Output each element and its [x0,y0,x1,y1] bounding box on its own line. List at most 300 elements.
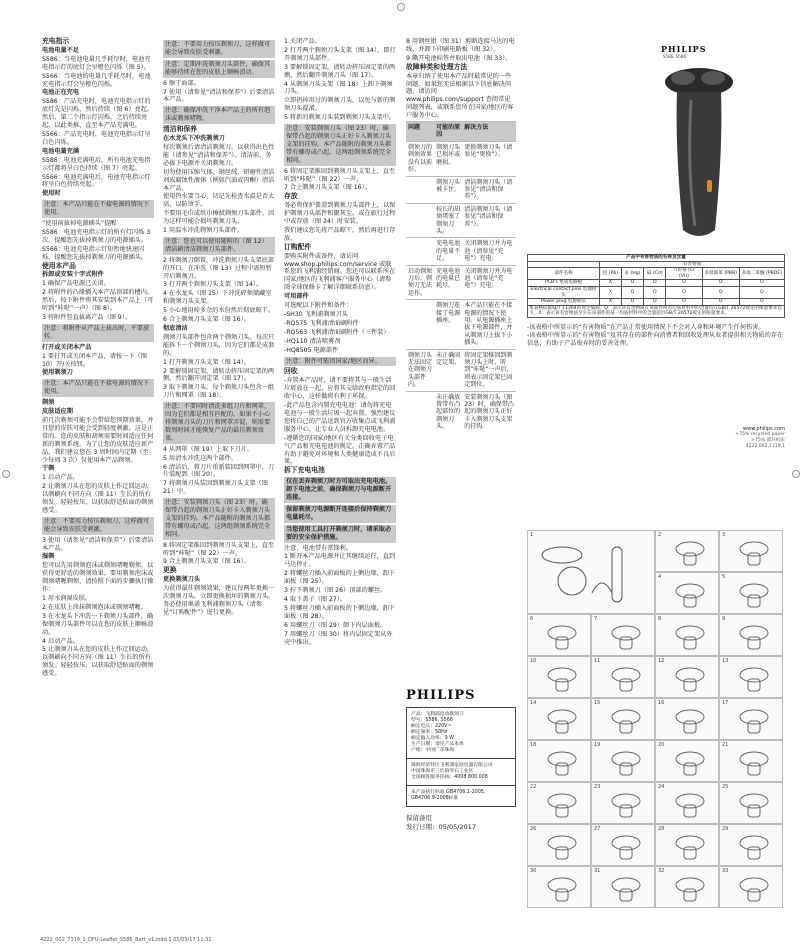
philips-logo: PHILIPS [661,44,707,54]
heading-parts: 可用部件 [284,293,309,301]
part-2: -RQ575 飞利浦清面刷附件 [284,319,359,327]
illustration-icon [670,705,710,735]
illustration-icon [734,789,774,819]
registration-mark-top [397,3,405,11]
cell: O [621,280,644,287]
text-replace: 为获得最佳剃须效果，建议每两年更换一次剃须刀头。立即更换损坏的剃须刀头。务必使用奥诺飞利浦剃须刀头（请参见“订购配件”）进行更换。 [163,585,275,616]
figure-number: 1 [530,532,534,538]
figure-17 [719,698,783,740]
text-tap-warn: 切勿使用压缩气体、钢丝绒、研磨性清洁剂或腐蚀性液体（例如汽油或丙酮）清洁本产品。 [163,168,275,192]
recycled-en: >75% recycled paper [735,432,785,437]
figure-13 [719,656,783,698]
figure-30 [527,866,591,908]
cell-header: 铅 (Pb) [600,268,622,280]
text-store: 务必将保护盖滑到剃须刀头部件上，以保护剃须刀头部件和聚灰尘。或在旅行过程中或存放（图 24）时安装。 [284,202,396,226]
illustration-icon [734,537,774,567]
part-3: -RQ563 飞利浦清面刷附件（三件装） [284,328,390,336]
figure-grid [527,530,785,942]
step-wet-4: 4 启动产品。 [42,637,79,645]
label-line: 额定频率：50Hz [411,730,448,735]
std-line: 本产品执行标准 GB4706.1-2005, [411,790,486,795]
figure-15 [591,698,655,740]
step-dry-3: 3 使用（请参见“清洁和保养”）后要清洁本产品。 [42,536,154,552]
figure-20 [655,740,719,782]
cell-header: 多溴联苯 (PBB) [702,268,739,280]
heading-skin: 皮肤适应期 [42,408,73,416]
cell-solution: 清洁剃须刀头（请参见“清洁和保养”）。 [462,176,516,203]
step-th-3: 3 取下剃须刀头，每个剃须刀头包含一组刀片和网罩（图 18）。 [163,384,275,400]
manufacturer-box [406,759,516,786]
warning-2: 保留剃须刀电源断开连接后保持剃须刀电量耗尽。 [284,505,396,523]
step-wet-5: 5 让剃须刀头在您的皮肤上作迂回运动，以剃刷向不同方向（图 11）生长的所有须发。轻轻按压，以获取舒适贴面的剃须感受。 [42,646,154,678]
standard-box [406,786,516,807]
illustration-icon [670,537,710,567]
table-row [528,305,785,317]
heading-replace: 更换 [163,566,177,575]
illustration-icon [734,747,774,777]
warning-1: 仅在丢弃剃须刀时方可取出充电电池。卸下电池之前，确保剃须刀与电源断开连接。 [284,477,396,503]
illustration-icon [606,747,646,777]
figure-number: 2 [658,532,662,538]
illustration-icon [606,663,646,693]
figure-number: 28 [658,826,665,832]
text-remind-s586: S586：电池充电指示灯的所有灯闪烁 3 次，提醒您先拔掉剃须刀的电源插头。 [42,228,151,244]
step-r1: 1 关闭产品。 [284,38,321,45]
cell-header: 部件名称 [528,268,600,280]
heading-onoff: 打开或关闭本产品 [42,343,92,351]
step-tap-6: 6 合上剃须刀头支架（图 16）。 [163,316,250,324]
illustration-icon [670,789,710,819]
cell-cause: 较长的胡须堵塞了剃须刀头。 [434,203,462,238]
cell: O [644,299,666,306]
figure-number: 8 [658,616,662,622]
figure-11 [591,656,655,698]
cell: X [600,280,622,287]
illustration-icon [542,747,582,777]
figure-number: 13 [722,658,729,664]
warning-3: 当您使用工具打开剃须刀时，请采取必要的安全保护措施。 [284,525,396,543]
note-d: 注意：您也可以使用随附的（图 12）清洁刷清洁剃须刀头部件。 [163,237,275,255]
cell: O [666,280,702,287]
figure-19 [591,740,655,782]
illustration-icon [606,831,646,861]
figure-25 [719,782,783,824]
heading-use: 使用本产品 [42,261,76,270]
cell-cause: 剃须刀连接了电源插座。 [434,300,462,349]
step-9: 9 撕开电池标签并取出电池（图 33）。 [406,54,512,62]
cell-solution: 将固定架推回到剃须刀头上时，听到“咔哒”一声后，则表示固定架已固定到位。 [462,349,516,391]
step-rm-5: 5 将螺丝刀插入前面板的下侧边缘，卸下面板（图 28）。 [284,604,396,620]
figure-number: 17 [722,700,729,706]
step-th-6: 6 清洁后，将刀片重新装回到网罩中，刀片装配到（图 20）。 [163,463,275,479]
heading-remove-battery: 拆下充电电池 [284,466,325,475]
illustration-icon [606,789,646,819]
heading-unplug: 使用时 [42,190,61,198]
note-unplug: 注意：本产品只能在不接电源的情况下使用。 [42,200,154,218]
step-dry-1: 1 启动产品。 [42,474,79,482]
text-remind-s566: S566：电池充电指示灯短暂地快速闪烁，提醒您先拔掉剃须刀的电源插头。 [42,245,148,261]
figure-number: 19 [594,742,601,748]
text-thorough: 剃须刀头部件包含两个剃须刀头。每次只能拆下一个剃须刀头，因为它们都是成套的。 [163,333,275,357]
heading-low-battery: 电池电量不足 [42,46,80,54]
illustration-icon [670,663,710,693]
illustration-icon [542,873,582,903]
illustration-icon [734,621,774,651]
figure-4 [655,572,719,614]
label-line: 额定电压：220V~ [411,724,452,729]
text-tap-towel: 不要用毛巾或纸巾擦拭剃须刀头部件，因为这样可能会损坏剃须刀头。 [163,210,275,226]
heading-tap: 在水龙头下冲洗剃须刀 [163,135,225,143]
note-g: 注意：安装剃须刀头（图 23）时，确保带凸起的剃须刀头正好卡入剃须刀头支架的挂钩。本产品随附的剃须刀头都带有螺母或凸起。这两组剃须系统完全相同。 [284,124,396,166]
heading-charge-indication: 充电指示 [42,37,70,45]
step-wet-3: 3 在水龙头下冲洗一下剃须刀头部件，确保剃须刀头部件可以在您的皮肤上顺畅滑动。 [42,612,154,636]
text-skin: 前几次剃须可能不会带给您预期效果，并且您的皮肤可能会受到轻度刺激。这是正常的。您的皮肤和胡须需要时间适应任何新的剃须系统。为了让您的皮肤适应新产品，我们建议您在 3 周时间内定期（至少每周 3 次）仅使用本产品剃须。 [42,416,154,464]
text-low-s586: S586：当电池电量几乎耗尽时，电池充电指示灯的底灯会呈橙色闪烁（图 5）。 [42,55,151,71]
step-lock-1: 1 确保产品电源已关闭。 [42,280,110,288]
text-charging-s586: S586：产品充电时，电池充电指示灯的底灯先是闪烁，然后持续（图 6）亮起。然后，第二个指示灯闪烁，之后持续亮起，以此类推，直至本产品充满电。 [42,98,154,130]
illustration-icon [542,789,582,819]
figure-number: 32 [658,868,665,874]
table-header-row [406,122,516,142]
step-tap-3: 3 打开两个剃须刀头支架（图 14）。 [163,281,263,289]
note-a: 注意：不要用力按压剃须刀，这样做可能会导致皮肤受刺激。 [163,40,275,58]
illustration-icon [670,621,710,651]
figure-29 [719,824,783,866]
part-4: -HQ110 清洁喷雾剂 [284,337,341,345]
column-1 [42,38,154,679]
table-row [406,238,516,265]
hazard-bullet-1: -该表格中所显示的“有害物质”在产品正常使用情况下不会对人身和环境产生任何伤害。 [527,323,765,331]
column-2 [163,38,275,618]
step-th-2: 2 要解锁固定架，请转动挤压固定架的两侧，然后翻开固定架（图 17）。 [163,367,275,383]
cell: O [666,299,702,306]
figure-number: 20 [658,742,665,748]
cell-problem [406,238,434,265]
text-full-s586: S586：电池充满电后，所有电池充电指示灯都将呈白色持续（图 7）亮起。 [42,156,151,172]
figure-number: 16 [658,700,665,706]
figure-number: 23 [594,784,601,790]
note-dry: 注意：不要用力按压剃须刀，这样做可能会导致皮肤受刺激。 [42,517,154,535]
cell-problem [406,391,434,433]
issue-date: 发行日期：05/05/2017 [406,823,476,831]
step-wet-1: 1 用水润湿皮肤。 [42,595,92,602]
col-problem: 问题 [406,122,434,142]
figure-5 [719,572,783,614]
hazard-table-block [527,254,785,348]
cell-solution: 关闭剃须刀并为电池（请参见“充电”）充电。 [462,265,516,300]
illustration-icon [542,621,582,651]
figure-28 [655,824,719,866]
recycled-cn: >75% 循环纸张 [751,438,785,443]
figure-number: 11 [594,658,601,664]
illustration-icon [542,705,582,735]
figure-number: 14 [530,700,537,706]
text-trouble: 本章归纳了使用本产品时最常见的一些问题。如果您无法根据以下信息解决问题，请访问 www.philips.com/support 查阅常见问题列表，或联系您所在国家/地区的客户服务中心。 [406,72,514,120]
step-rm-2: 2 将螺丝刀插入前面板的上侧边缘，卸下面板（图 25）。 [284,570,396,586]
label-line: 产品：飞利浦电动剃须刀 [411,712,464,717]
std-line: GB4706.9-2008标准 [411,796,459,801]
rating-box [406,707,516,759]
hazard-note: 本表格依据SJ/T 11364的规定编制。O：表示该有害物质在该部件所有均质材料中的含量均在GB/T 26572规定的限量要求以下。X：表示该有害物质至少在该部件的某一均质材料中的含量超出GB/T 26572规定的限量要求。 [528,305,785,317]
cell-problem: 剃须刀的剃须效果没有以前好。 [406,141,434,176]
table-row [406,300,516,349]
heading-shaver: 使用剃须刀 [42,369,73,377]
illustration-icon [670,747,710,777]
label-line: 生产日期：请见产品本体 [411,742,464,747]
text-full-s566: S566：电池充满电后，电池充电指示灯将呈白色持续亮起。 [42,173,151,189]
hazard-table [527,254,785,318]
figure-3 [719,530,783,572]
cell-problem [406,203,434,238]
cell-header: 六价铬 (Cr (VI)) [666,268,702,280]
illustration-icon [734,705,774,735]
shaver-image [647,30,747,250]
cell: O [621,286,644,298]
note-b: 注意：定期冲洗剃须刀头部件，确保其能够持续在您的皮肤上顺畅滑动。 [163,60,275,78]
heading-recycle: 回收 [284,367,298,376]
warranty-text: 保留备用 [406,814,432,822]
cell: O [702,280,739,287]
heading-lock: 拆卸或安装十字式附件 [42,271,104,279]
heading-thorough: 彻底清洁 [163,325,188,332]
step-7: 7 使用（请参见“清洁和保养”）后要清洁本产品。 [163,88,275,104]
step-th-5: 5 用清水冲洗这两个部件。 [163,454,237,462]
remove-note: 注意，电池带有常锋利。 [284,544,353,552]
cell: O [644,286,666,298]
illustration-icon [734,831,774,861]
cell: X [600,286,622,298]
back-info [735,426,785,450]
step-tap-2: 2 将剃须刀倒置，冲洗剃须刀头支架底部的开口。在冲洗（图 13）过程中需短暂开启剃须刀。 [163,256,275,280]
heading-wet: 湿剃 [42,553,55,561]
cell: Electrical contact pins 电器接头 [528,286,600,298]
figure-12 [655,656,719,698]
figure-16 [655,698,719,740]
figure-number: 18 [530,742,537,748]
step-th-8: 8 将固定架推回到剃须刀头支架上，直至听到“咔哒”（图 22）一声。 [163,541,275,557]
text-charging-s566: S566：产品充电时，电池充电指示灯呈白色闪烁。 [42,130,151,146]
doc-code: 4222.002.7319.1 [745,444,785,449]
cell: O [666,286,702,298]
cell: O [739,299,784,306]
cell-solution: 关闭剃须刀并为电池（请参见“充电”）充电。 [462,238,516,265]
heading-replace-heads: 更换剃须刀头 [163,576,201,584]
hazard-title: 产品中有害物质的名称及含量 [528,255,785,262]
table-row [406,176,516,203]
illustration-icon [734,579,774,609]
text-unplug-remind: “使用前拔掉电源插头”提醒 [42,220,117,228]
cell-problem: 剃须刀头无法固定在剃须刀头部件内。 [406,349,434,391]
figure-7 [591,614,655,656]
shaver-icon [647,30,747,250]
step-6: 6 擦干面部。 [163,79,200,87]
figure-number: 10 [530,658,537,664]
cell-solution: 更换剃须刀头（请参见“更换”）。 [462,141,516,176]
col-solution: 解决方法 [462,122,516,142]
heading-shaving: 剃须 [42,399,55,407]
step-lock-3: 3 将附件竖直拔离产品（图 9）。 [42,314,132,321]
figure-24 [655,782,719,824]
step-rm-1: 1 断开本产品电源并让其继续运行，直到马达停止。 [284,553,396,569]
troubleshooting-table [406,121,516,433]
label-line: 额定输入功率：9 W [411,736,454,741]
step-r4: 4 从剃须刀头支架（图 18）上卸下剃须刀头。 [284,80,393,96]
note-h: 注意：附件可能因国家/地区而异。 [284,357,396,367]
cell-cause: 未正确放置带有凸起部位的剃须刀头。 [434,391,462,433]
step-r7: 7 合上剃须刀头支架（图 16）。 [284,184,371,192]
table-row [406,265,516,300]
figure-2 [655,530,719,572]
product-label [406,688,516,831]
text-wet: 您可以先用剃须泡沫或剃须啫喱剃须，以获得更舒适的剃须效果。要用剃须泡沫或剃须啫喱剃须，请按照下面的步骤执行操作： [42,562,154,594]
step-rm-4: 4 取下盖子（图 27）。 [284,596,347,603]
figure-26 [527,824,591,866]
figure-number: 26 [530,826,537,832]
text-low-s566: S566：当电池的电量几乎耗尽时，电池充电指示灯会呈橙色闪烁。 [42,72,151,88]
step-lock-2: 2 将附件的凸缘插入本产品顶部的槽内。然后，按下附件将其安装到本产品上（可听到“咔哒”一声）（图 8）。 [42,289,154,313]
note-shaver: 注意：本产品只能在不接电源的情况下使用。 [42,379,154,397]
figure-23 [591,782,655,824]
label-line: 产地：中国广东珠海 [411,748,455,753]
figure-number: 12 [658,658,665,664]
registration-mark-right [792,470,800,478]
note-c: 注意：确保冲洗干净本产品上的所有泡沫或剃须啫喱。 [163,106,275,124]
figure-number: 3 [722,532,726,538]
figure-number: 25 [722,784,729,790]
model-tag: S586, S566 [663,54,686,59]
table-row [528,255,785,262]
table-row [406,141,516,176]
step-th-4: 4 从网罩（图 19）上取下刀片。 [163,445,253,453]
cell: PCB's 集成电路板 [528,280,600,287]
cell-problem [406,176,434,203]
recycle-2: -此产品包含内置充电电池：请勿将充电电池与一般生活垃圾一起弃置。强烈建议您将自己的产品送到官方收集点或飞利浦服务中心，让专业人员拆卸充电电池。 [284,402,396,433]
heading-store: 存放 [284,192,298,201]
step-tap-1: 1 用温水冲洗剃须刀头部件。 [163,227,244,235]
step-th-9: 9 合上剃须刀头支架（图 16）。 [163,558,250,566]
col-cause: 可能的原因 [434,122,462,142]
heading-trouble: 故障种类和处理方法 [406,62,468,71]
cell-problem: 启动剃须刀后，剃须刀无法运作。 [406,265,434,300]
cell-header: 多溴二苯醚 (PBDE) [739,268,784,280]
text-store-2: 我们建议您先将产品晾干，然后再进行存放。 [284,226,396,242]
mfg-line: 中国珠海市三灶镇琴石工业区 [411,769,474,774]
figure-number: 21 [722,742,729,748]
website: www.philips.com [743,426,785,432]
heading-dry: 干剃 [42,465,55,473]
cell: O [621,299,644,306]
step-r3: 3 要解锁固定架，请转动挤压固定架的两侧，然后翻开剃须刀头（图 17）。 [284,63,396,79]
step-tap-4: 4 在水龙头（图 15）下冲洗碎须储藏室和剃须刀头支架。 [163,290,272,306]
figure-number: 5 [722,574,726,580]
illustration-icon [542,663,582,693]
column-3 [284,38,396,647]
heading-clean: 清洁和保养 [163,125,197,134]
figure-14 [527,698,591,740]
figure-number: 29 [722,826,729,832]
step-dry-2: 2 让剃须刀头在您的皮肤上作迂回运动，以剃刷向不同方向（图 11）生长的所有须发。轻轻按压，以获取舒适贴面的剃须感受。 [42,483,154,514]
illustration-icon [606,705,646,735]
cell-solution: 本产品只能在不接电源的情况下使用。从电源插座上拔下电源部件，并从剃须刀上拔下小插头。 [462,300,516,349]
figure-number: 22 [530,784,537,790]
step-rm-3: 3 拧下剃须刀（图 26）顶部的螺丝。 [284,587,387,595]
figure-number: 7 [594,616,598,622]
cell: O [702,286,739,298]
cell-solution: 清洁剃须刀头（请参见“清洁和保养”）。 [462,203,516,238]
cell: Power plug 电源插头 [528,299,600,306]
cell: O [739,280,784,287]
cell: O [644,280,666,287]
note-lock: 注意：将附件从产品上拔出时，不要旋转。 [42,324,154,342]
cell-header: 汞 (Hg) [621,268,644,280]
figure-31 [591,866,655,908]
figure-number: 31 [594,868,601,874]
figure-8 [655,614,719,656]
mfg-line: 珠海经济特区飞利浦家庭电器有限公司 [411,763,493,768]
philips-logo: PHILIPS [406,688,476,703]
hazard-sub: 有害物质 [600,261,785,268]
column-4 [406,38,516,433]
cell: O [702,299,739,306]
figure-1 [527,530,655,614]
figure-10 [527,656,591,698]
print-footer: 4222_002_7319_1_DFU-Leaflet_S586_Bart_v1.indd 1 05/05/17 11:31 [40,937,212,943]
step-th-7: 7 将剃须刀头装回到剃须刀头支架（图 21）中。 [163,480,268,496]
step-r2: 2 打开两个剃须刀头支架（图 14），即打开剃须刀头部件。 [284,46,396,62]
mfg-line: 全国顾客服务热线：4008 800 008 [411,775,488,780]
illustration-icon [606,621,646,651]
step-r5: 5 将新的剃须刀头装到剃须刀头支架中。 [284,114,396,122]
figure-number: 30 [530,868,537,874]
illustration-icon [734,663,774,693]
cell-cause: 未正确固定定架。 [434,349,462,391]
figure-22 [527,782,591,824]
note-e: 注意：不要同时清洗多组刀片和网罩，因为它们都是相互匹配的。如果不小心将剃须刀头的刀片和网罩弄混，则需要数周时间才能恢复产品的最佳剃须效果。 [163,402,275,444]
cell: X [600,299,622,306]
illustration-icon [670,873,710,903]
step-rm-6: 6 用螺丝刀（图 29）卸下内层面板。 [284,621,387,629]
hazard-bullet-2: -该表格中所显示的“有害物质”及其存在的部件向消费者和回收处理从业者提供相关物质的存在信息，有助于产品废弃时的妥善处理。 [527,331,784,347]
text-order: 要购买附件或备件，请访问 www.shop.philips.com/service 或联系您的飞利浦经销商。您还可以联系所在国家/地区的飞利浦客户服务中心（请参阅全球保修卡了解详细联系信息）。 [284,252,396,292]
shaver-parts-icon [532,533,652,613]
heading-order: 订购配件 [284,242,312,251]
note-f: 注意：安装剃须刀头（图 23）时，确保带凸起的剃须刀头正好卡入剃须刀头支架的挂钩。本产品随附的剃须刀头都带有螺母或凸起。这两组剃须系统完全相同。 [163,498,275,540]
figure-27 [591,824,655,866]
figure-6 [527,614,591,656]
cell-blank [528,261,600,268]
heading-charging: 电池正在充电 [42,89,80,97]
cell-problem [406,300,434,349]
step-wet-2: 2 在皮肤上涂抹剃须泡沫或剃须啫喱。 [42,603,147,611]
step-8: 8 用钢丝钳（图 31）剪断连接马达的电线，并卸下印刷电路板（图 32）。 [406,38,515,53]
figure-number: 9 [722,616,726,622]
recycle-1: -弃置本产品时，请不要将其与一般生活垃圾放在一起，应将其交给政府指定的回收中心，这样做将有利于环保。 [284,377,396,401]
figure-32 [655,866,719,908]
text-parts: 可选配以下附件和备件： [284,302,353,310]
table-header-row [528,268,785,280]
illustration-icon [670,831,710,861]
step-tap-5: 5 小心地用掉多余的水份然后彻底晾干。 [163,307,275,315]
figure-number: 27 [594,826,601,832]
figure-21 [719,740,783,782]
illustration-icon [670,579,710,609]
figure-number: 24 [658,784,665,790]
step-onoff-1: 1 要打开或关闭本产品，请按一下（图 10）开/关按钮。 [42,352,147,368]
figure-9 [719,614,783,656]
cell-cause: 充电电池的电量已耗尽。 [434,265,462,300]
cell-cause: 剃须刀头被卡住。 [434,176,462,203]
cell-cause: 剃须刀头已损坏或磨损。 [434,141,462,176]
